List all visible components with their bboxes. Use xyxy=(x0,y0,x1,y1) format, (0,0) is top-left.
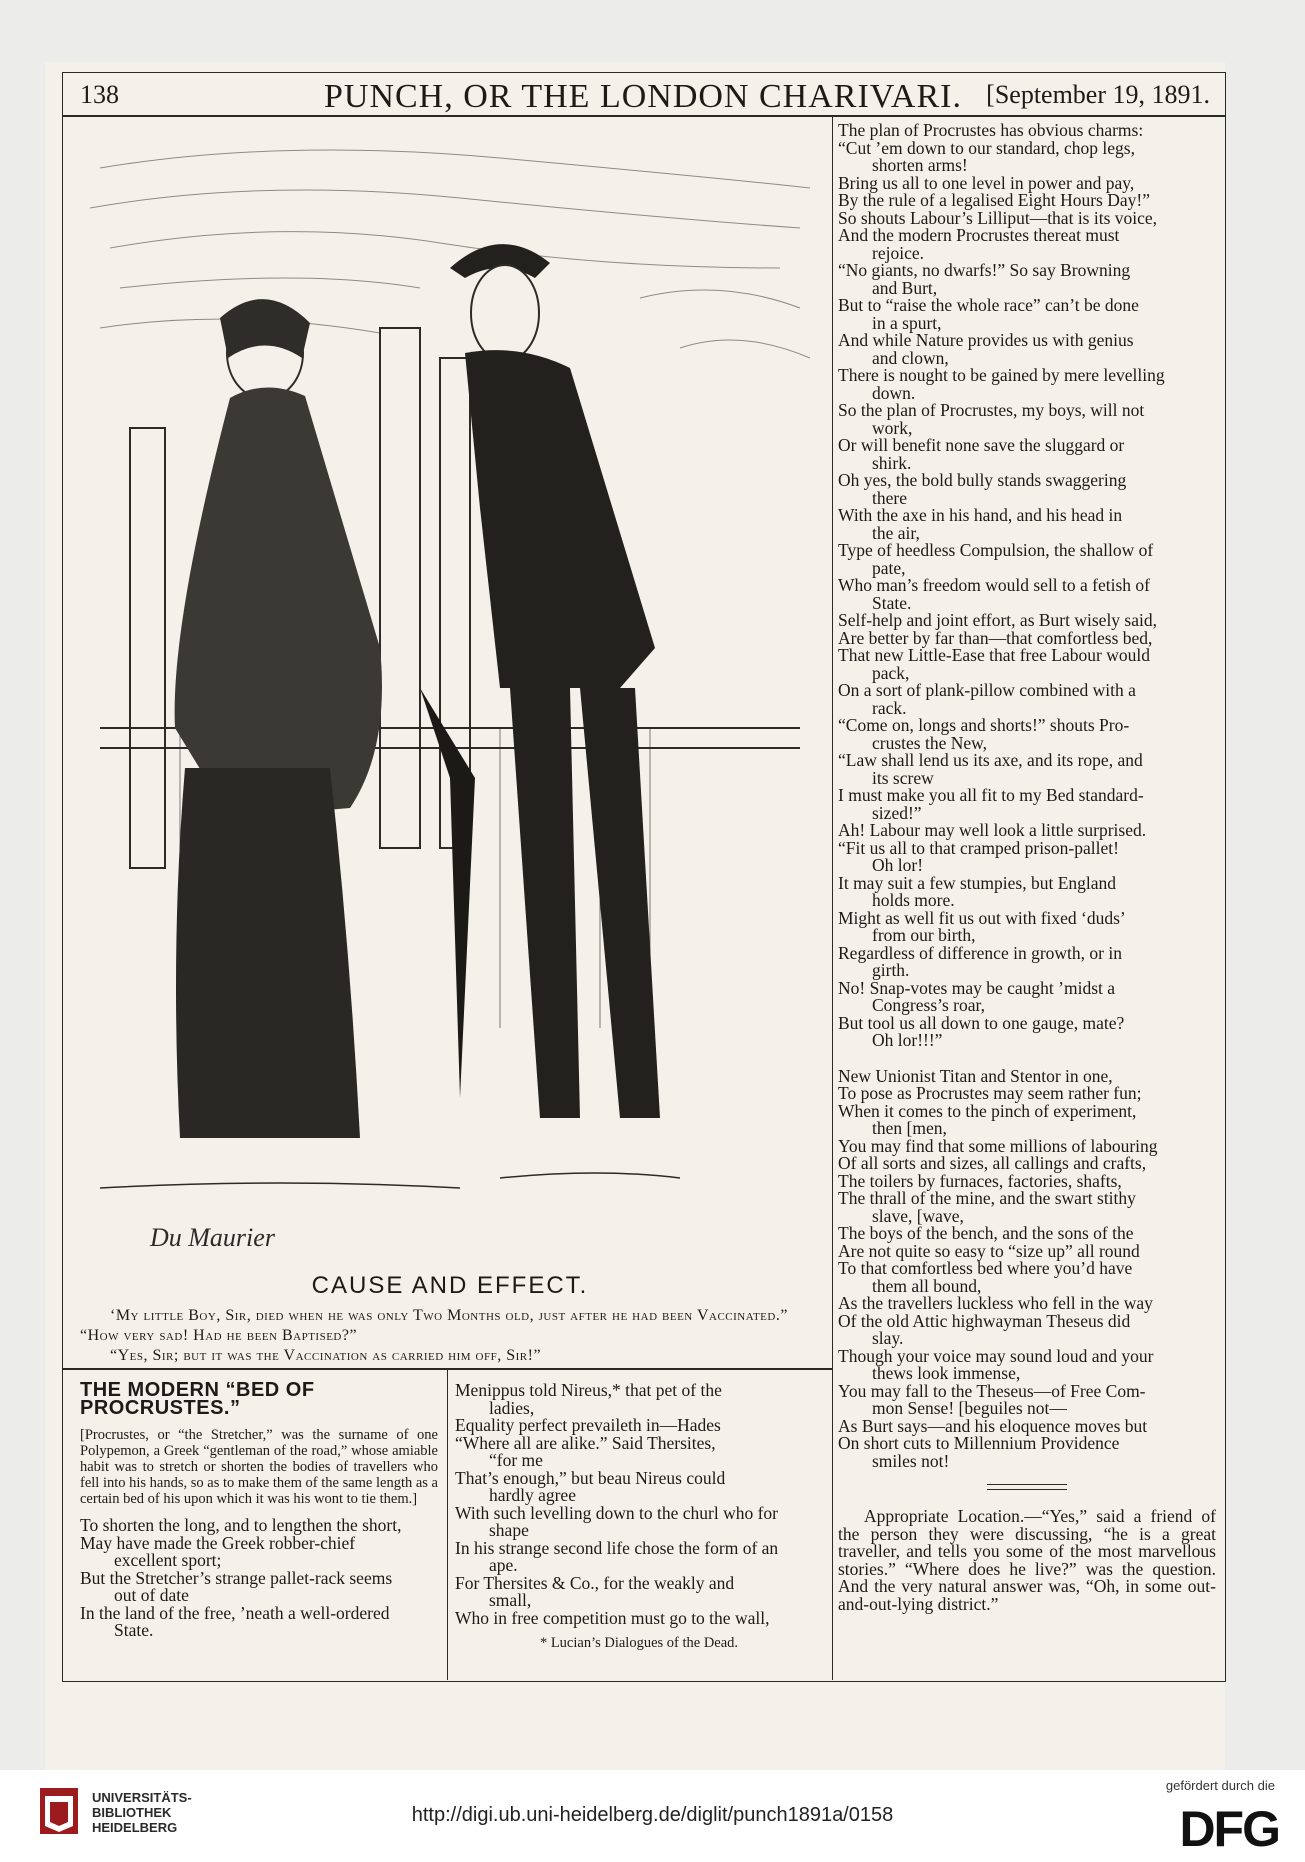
verse-line: small, xyxy=(489,1590,532,1610)
verse-line: By the rule of a legalised Eight Hours Day!” xyxy=(838,190,1150,210)
verse-line: In the land of the free, ’neath a well-ordered xyxy=(80,1602,390,1623)
verse-line: Though your voice may sound loud and your xyxy=(838,1345,1154,1366)
verse-line: There is nought to be gained by mere levelling xyxy=(838,365,1165,385)
verse-line: pack, xyxy=(872,662,910,683)
verse-line: The toilers by furnaces, factories, shafts, xyxy=(838,1170,1122,1191)
column-rule-right xyxy=(832,117,833,1680)
verse-line: and Burt, xyxy=(872,277,938,298)
verse-line: then [men, xyxy=(872,1118,947,1138)
verse-line: As the travellers luckless who fell in the way xyxy=(838,1293,1153,1313)
verse-line: But tool us all down to one gauge, mate? xyxy=(838,1012,1125,1033)
footnote: * Lucian’s Dialogues of the Dead. xyxy=(539,1635,739,1651)
verse-line: mon Sense! [beguiles not— xyxy=(872,1398,1067,1418)
verse-line: Regardless of difference in growth, or in xyxy=(838,942,1122,963)
verse-line: Type of heedless Compulsion, the shallow of xyxy=(838,540,1154,560)
verse-line: smiles not! xyxy=(872,1450,950,1471)
verse-line: rejoice. xyxy=(872,242,924,263)
verse-line: the air, xyxy=(872,522,920,543)
running-header xyxy=(68,78,1218,116)
verse-line: hardly agree xyxy=(489,1485,576,1505)
verse-line: “Law shall lend us its axe, and its rope, and xyxy=(838,750,1143,770)
verse-line: Are better by far than—that comfortless bed, xyxy=(838,627,1153,648)
verse-line: “Where all are alike.” Said Thersites, xyxy=(455,1432,716,1453)
verse-line: and clown, xyxy=(872,347,949,368)
verse-line: And while Nature provides us with genius xyxy=(838,330,1134,350)
verse-line: slave, [wave, xyxy=(872,1205,964,1226)
column-rule-middle xyxy=(447,1370,448,1680)
verse-line: As Burt says—and his eloquence moves but xyxy=(838,1415,1148,1436)
verse-line: Might as well fit us out with fixed ‘duds’ xyxy=(838,907,1126,928)
verse-line: Who man’s freedom would sell to a fetish of xyxy=(838,575,1151,595)
verse-line: shirk. xyxy=(872,452,912,473)
verse-line: slay. xyxy=(872,1328,904,1348)
verse-line: down. xyxy=(872,382,916,403)
verse-line: In his strange second life chose the form of an xyxy=(455,1537,779,1558)
verse-line: To shorten the long, and to lengthen the short, xyxy=(80,1515,402,1535)
verse-line: “No giants, no dwarfs!” So say Browning xyxy=(838,260,1131,280)
verse-line: To pose as Procrustes may seem rather fun; xyxy=(838,1083,1142,1103)
anecdote: Appropriate Location.—“Yes,” said a friend of the person they were discussing, “he is a great traveller, and tells you some of the most marvellous stories.” “Where does he live?” was the question. And the very natural answer was, “Oh, in some out-and-out-lying district.” xyxy=(838,1506,1216,1614)
verse-line: So shouts Labour’s Lilliput—that is its voice, xyxy=(838,207,1158,228)
verse-line: New Unionist Titan and Stentor in one, xyxy=(838,1065,1113,1086)
verse-line: Menippus told Nireus,* that pet of the xyxy=(455,1380,722,1400)
verse-line: “Fit us all to that cramped prison-pallet! xyxy=(838,837,1119,858)
verse-line: On a sort of plank-pillow combined with a xyxy=(838,680,1136,700)
poem-col3-stanza-2 xyxy=(838,1065,1216,1471)
verse-line: shape xyxy=(489,1520,529,1540)
caption-line: “Yes, Sir; but it was the Vaccination as carried him off, Sir!” xyxy=(110,1347,542,1364)
caption-line: ‘My little Boy, Sir, died when he was only Two Months old, just after he had been Vaccinated.” “How very sad! Had he been Baptised?” xyxy=(80,1307,788,1344)
verse-line: sized!” xyxy=(872,802,922,823)
poem-column-3 xyxy=(838,122,1216,1613)
verse-line: You may find that some millions of labouring xyxy=(838,1135,1158,1156)
funding-note: gefördert durch die xyxy=(1165,1778,1275,1793)
page-number: 138 xyxy=(80,80,119,109)
verse-line: The thrall of the mine, and the swart stithy xyxy=(838,1188,1136,1208)
verse-line: rack. xyxy=(872,697,907,718)
poem-column-2 xyxy=(455,1382,823,1653)
header-rule xyxy=(62,115,1225,117)
cartoon-illustration xyxy=(80,128,820,1278)
verse-line: “Come on, longs and shorts!” shouts Pro- xyxy=(838,715,1130,735)
verse-line: And the modern Procrustes thereat must xyxy=(838,225,1120,245)
verse-line: pate, xyxy=(872,557,906,578)
verse-line: there xyxy=(872,487,907,508)
verse-line: them all bound, xyxy=(872,1275,982,1296)
verse-line: The plan of Procrustes has obvious charms: xyxy=(838,120,1144,140)
verse-line: With such levelling down to the churl who for xyxy=(455,1502,778,1523)
verse-line: Ah! Labour may well look a little surprised. xyxy=(838,820,1147,840)
publication-title: PUNCH, OR THE LONDON CHARIVARI. xyxy=(323,78,962,115)
verse-line: crustes the New, xyxy=(872,732,988,753)
verse-line: With the axe in his hand, and his head in xyxy=(838,505,1123,525)
verse-line: girth. xyxy=(872,960,910,980)
poem-col2-lines xyxy=(455,1382,823,1627)
verse-line: in a spurt, xyxy=(872,312,942,333)
verse-line: May have made the Greek robber-chief xyxy=(80,1532,356,1553)
verse-line: ladies, xyxy=(489,1397,535,1418)
verse-line: Of the old Attic highwayman Theseus did xyxy=(838,1310,1131,1331)
verse-line: You may fall to the Theseus—of Free Com- xyxy=(838,1380,1146,1401)
verse-line: excellent sport; xyxy=(114,1550,222,1570)
verse-line: Congress’s roar, xyxy=(872,995,986,1015)
issue-date: [September 19, 1891. xyxy=(986,80,1210,109)
poem-col3-stanza-1 xyxy=(838,122,1216,1050)
verse-line: thews look immense, xyxy=(872,1363,1021,1383)
poem-column-1 xyxy=(80,1379,438,1640)
dfg-logo: DFG xyxy=(1179,1801,1279,1857)
verse-line: Oh yes, the bold bully stands swaggering xyxy=(838,470,1127,490)
verse-line: State. xyxy=(872,592,912,613)
artist-signature: Du Maurier xyxy=(150,1223,275,1252)
verse-line: But the Stretcher’s strange pallet-rack seems xyxy=(80,1567,393,1588)
verse-line: It may suit a few stumpies, but England xyxy=(838,872,1117,893)
verse-line: When it comes to the pinch of experiment, xyxy=(838,1100,1137,1121)
verse-line: That new Little-Ease that free Labour would xyxy=(838,645,1150,665)
poem-title: THE MODERN “BED OF PROCRUSTES.” xyxy=(80,1379,315,1419)
verse-line: out of date xyxy=(114,1585,189,1605)
verse-line: Of all sorts and sizes, all callings and crafts, xyxy=(838,1153,1147,1173)
verse-line: For Thersites & Co., for the weakly and xyxy=(455,1572,735,1593)
verse-line: Or will benefit none save the sluggard or xyxy=(838,435,1125,455)
cartoon-title: CAUSE AND EFFECT. xyxy=(311,1272,589,1299)
verse-line: “for me xyxy=(489,1450,543,1470)
verse-line: Oh lor!!!” xyxy=(872,1030,943,1050)
poem-intro: [Procrustes, or “the Stretcher,” was the surname of one Polypemon, a Greek “gentleman of the road,” whose amiable habit was to stretch or shorten the bodies of travellers who fell into his hands, so as to make them of the same length as a certain bed of his upon which it was his wont to tie them.] xyxy=(80,1427,438,1507)
verse-line: But to “raise the whole race” can’t be done xyxy=(838,295,1139,315)
verse-line: The boys of the bench, and the sons of the xyxy=(838,1223,1134,1243)
verse-line: its screw xyxy=(872,767,934,788)
verse-line: So the plan of Procrustes, my boys, will not xyxy=(838,400,1145,420)
verse-line: Bring us all to one level in power and pay, xyxy=(838,172,1135,193)
verse-line: No! Snap-votes may be caught ’midst a xyxy=(838,977,1116,998)
verse-line: Self-help and joint effort, as Burt wisely said, xyxy=(838,610,1157,630)
verse-line: State. xyxy=(114,1620,154,1640)
verse-line: ape. xyxy=(489,1555,518,1575)
cartoon-caption xyxy=(80,1306,825,1366)
verse-line: I must make you all fit to my Bed standard- xyxy=(838,785,1144,805)
verse-line: Equality perfect prevaileth in—Hades xyxy=(455,1415,721,1435)
university-library-name: UNIVERSITÄTS- BIBLIOTHEK HEIDELBERG xyxy=(92,1790,192,1835)
verse-line: That’s enough,” but beau Nireus could xyxy=(455,1467,726,1488)
verse-line: Who in free competition must go to the wall, xyxy=(455,1607,770,1628)
verse-line: To that comfortless bed where you’d have xyxy=(838,1258,1133,1278)
poem-col1-lines xyxy=(80,1517,438,1640)
verse-line: shorten arms! xyxy=(872,155,968,175)
source-url[interactable]: http://digi.ub.uni-heidelberg.de/diglit/punch1891a/0158 xyxy=(411,1804,894,1826)
verse-line: holds more. xyxy=(872,890,955,910)
verse-line: Are not quite so easy to “size up” all round xyxy=(838,1240,1140,1261)
verse-line: from our birth, xyxy=(872,925,976,945)
verse-line: On short cuts to Millennium Providence xyxy=(838,1433,1120,1453)
verse-line: Oh lor! xyxy=(872,855,924,875)
verse-line: work, xyxy=(872,417,913,438)
verse-line: “Cut ’em down to our standard, chop legs, xyxy=(838,137,1135,158)
